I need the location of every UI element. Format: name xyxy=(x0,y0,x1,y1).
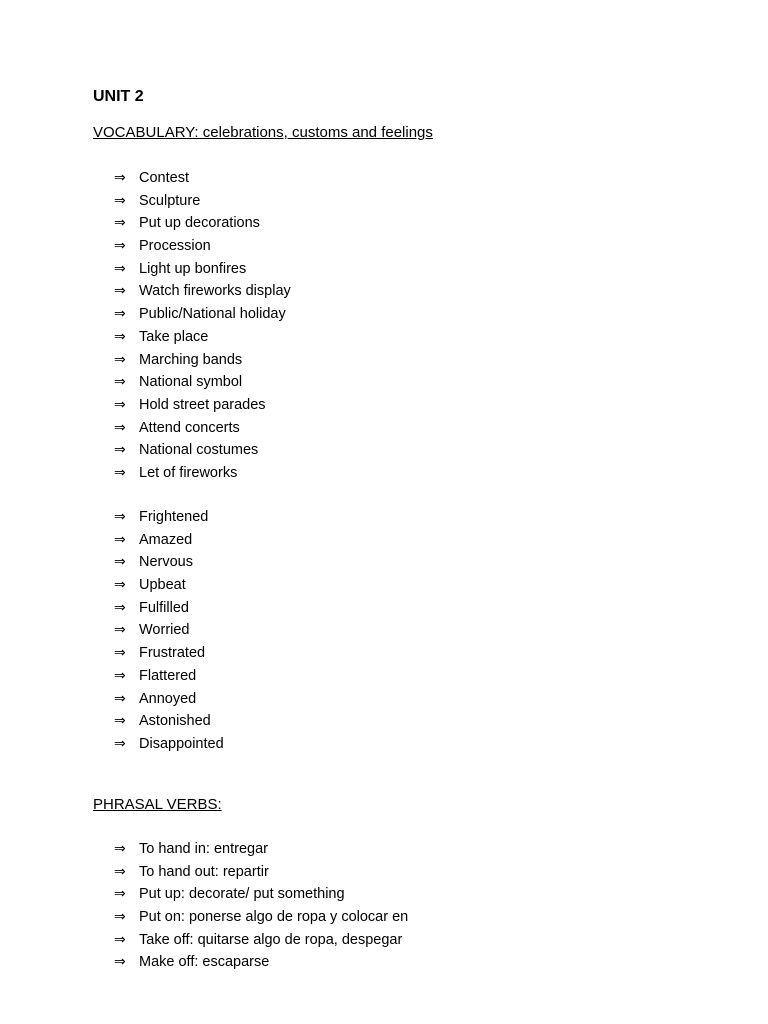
list-item-label: Take off: quitarse algo de ropa, despegar xyxy=(139,931,403,948)
list-item xyxy=(114,929,408,952)
list-item-label: To hand out: repartir xyxy=(139,863,269,880)
list-item-label: National costumes xyxy=(139,442,259,459)
list-item-label: Nervous xyxy=(139,554,193,571)
list-item xyxy=(114,838,408,861)
double-arrow-icon: ⇒ xyxy=(114,713,126,730)
customs-list xyxy=(114,167,291,485)
list-item xyxy=(114,326,291,349)
list-item xyxy=(114,371,291,394)
double-arrow-icon: ⇒ xyxy=(114,192,126,209)
list-item-label: Procession xyxy=(139,238,211,255)
list-item xyxy=(114,167,291,190)
list-item xyxy=(114,349,291,372)
double-arrow-icon: ⇒ xyxy=(114,531,126,548)
vocabulary-heading: VOCABULARY: celebrations, customs and feelings xyxy=(93,124,433,141)
list-item xyxy=(114,861,408,884)
list-item xyxy=(114,303,291,326)
list-item-label: Amazed xyxy=(139,531,193,548)
double-arrow-icon: ⇒ xyxy=(114,306,126,323)
list-item-label: Make off: escaparse xyxy=(139,954,270,971)
phrasal-verbs-list xyxy=(114,838,408,974)
list-item xyxy=(114,212,291,235)
double-arrow-icon: ⇒ xyxy=(114,645,126,662)
double-arrow-icon: ⇒ xyxy=(114,599,126,616)
list-item xyxy=(114,642,224,665)
double-arrow-icon: ⇒ xyxy=(114,735,126,752)
unit-title: UNIT 2 xyxy=(93,88,144,105)
list-item-label: Annoyed xyxy=(139,690,197,707)
double-arrow-icon: ⇒ xyxy=(114,667,126,684)
phrasal-verbs-heading: PHRASAL VERBS: xyxy=(93,796,222,813)
list-item xyxy=(114,551,224,574)
double-arrow-icon: ⇒ xyxy=(114,863,126,880)
double-arrow-icon: ⇒ xyxy=(114,554,126,571)
list-item-label: Put up decorations xyxy=(139,215,260,232)
list-item xyxy=(114,574,224,597)
double-arrow-icon: ⇒ xyxy=(114,954,126,971)
double-arrow-icon: ⇒ xyxy=(114,238,126,255)
list-item-label: Put on: ponerse algo de ropa y colocar en xyxy=(139,909,409,926)
list-item xyxy=(114,597,224,620)
list-item-label: Hold street parades xyxy=(139,396,266,413)
list-item xyxy=(114,417,291,440)
double-arrow-icon: ⇒ xyxy=(114,509,126,525)
double-arrow-icon: ⇒ xyxy=(114,577,126,594)
double-arrow-icon: ⇒ xyxy=(114,215,126,232)
double-arrow-icon: ⇒ xyxy=(114,419,126,436)
double-arrow-icon: ⇒ xyxy=(114,328,126,345)
feelings-list xyxy=(114,506,224,756)
double-arrow-icon: ⇒ xyxy=(114,396,126,413)
list-item-label: Watch fireworks display xyxy=(139,283,291,300)
list-item-label: Take place xyxy=(139,328,209,345)
list-item xyxy=(114,394,291,417)
list-item-label: National symbol xyxy=(139,374,243,391)
list-item-label: Disappointed xyxy=(139,735,224,752)
double-arrow-icon: ⇒ xyxy=(114,260,126,277)
double-arrow-icon: ⇒ xyxy=(114,464,126,481)
list-item-label: Put up: decorate/ put something xyxy=(139,886,345,903)
double-arrow-icon: ⇒ xyxy=(114,170,126,186)
list-item-label: Upbeat xyxy=(139,577,186,594)
list-item xyxy=(114,462,291,485)
double-arrow-icon: ⇒ xyxy=(114,442,126,459)
list-item-label: Attend concerts xyxy=(139,419,240,436)
double-arrow-icon: ⇒ xyxy=(114,351,126,368)
list-item xyxy=(114,951,408,974)
list-item-label: Light up bonfires xyxy=(139,260,247,277)
list-item-label: Public/National holiday xyxy=(139,306,286,323)
list-item-label: Sculpture xyxy=(139,192,201,209)
list-item-label: Worried xyxy=(139,622,190,639)
list-item-label: Let of fireworks xyxy=(139,464,238,481)
double-arrow-icon: ⇒ xyxy=(114,374,126,391)
list-item xyxy=(114,906,408,929)
list-item xyxy=(114,710,224,733)
list-item xyxy=(114,235,291,258)
list-item xyxy=(114,688,224,711)
list-item-label: Marching bands xyxy=(139,351,243,368)
double-arrow-icon: ⇒ xyxy=(114,909,126,926)
double-arrow-icon: ⇒ xyxy=(114,283,126,300)
list-item-label: Contest xyxy=(139,170,189,186)
list-item xyxy=(114,619,224,642)
double-arrow-icon: ⇒ xyxy=(114,841,126,857)
list-item xyxy=(114,665,224,688)
double-arrow-icon: ⇒ xyxy=(114,931,126,948)
list-item-label: Flattered xyxy=(139,667,197,684)
list-item xyxy=(114,280,291,303)
list-item xyxy=(114,190,291,213)
list-item xyxy=(114,258,291,281)
list-item-label: Frightened xyxy=(139,509,209,525)
list-item xyxy=(114,506,224,529)
list-item-label: Fulfilled xyxy=(139,599,189,616)
double-arrow-icon: ⇒ xyxy=(114,886,126,903)
list-item xyxy=(114,883,408,906)
list-item-label: Astonished xyxy=(139,713,211,730)
list-item-label: Frustrated xyxy=(139,645,206,662)
list-item xyxy=(114,733,224,756)
double-arrow-icon: ⇒ xyxy=(114,622,126,639)
list-item-label: To hand in: entregar xyxy=(139,841,268,857)
list-item xyxy=(114,529,224,552)
list-item xyxy=(114,439,291,462)
double-arrow-icon: ⇒ xyxy=(114,690,126,707)
